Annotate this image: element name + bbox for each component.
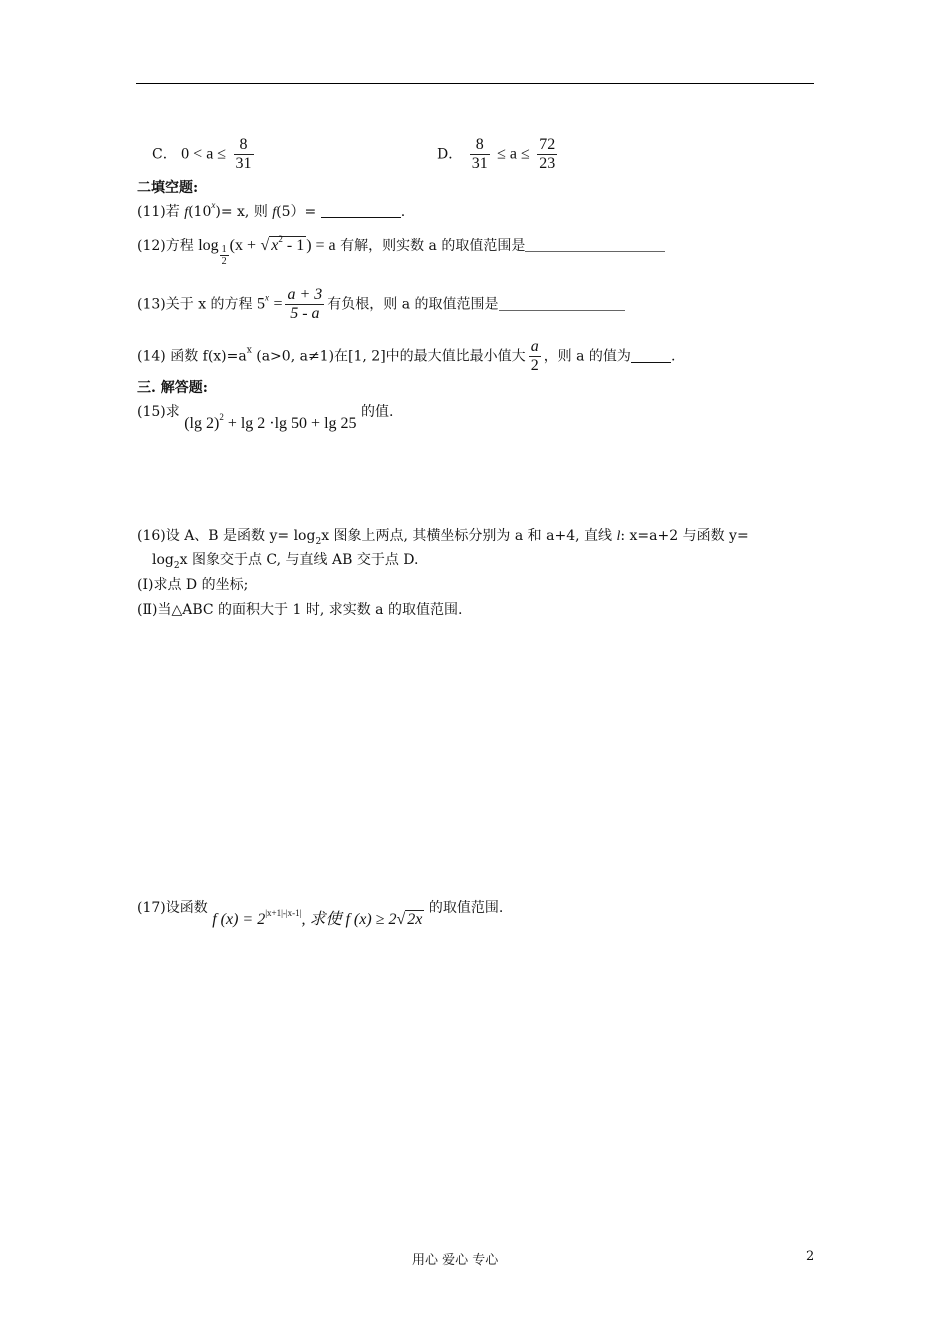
q12-radical (269, 236, 306, 254)
q12-log: log (198, 237, 219, 254)
q13-equals: = (273, 295, 283, 313)
q12-answer-blank[interactable] (525, 251, 665, 252)
question-16-part-1: (Ⅰ)求点 D 的坐标; (137, 577, 249, 593)
q17-exponent: |x+1|-|x-1| (265, 908, 302, 918)
q14-text-2: (a>0, a≠1)在[1, 2]中的最大值比最小值大 (251, 348, 526, 365)
q11-func2: f (272, 205, 277, 220)
question-16-line-2 (152, 550, 418, 570)
option-c (152, 136, 257, 173)
q14-fraction (529, 338, 541, 375)
fraction-denominator: 2 (221, 256, 227, 267)
q16-subscript-1: 2 (315, 537, 322, 547)
q12-radicand-exponent: 2 (278, 234, 283, 244)
option-c-fraction (234, 136, 254, 173)
q12-radicand-tail: - 1 (282, 237, 305, 254)
option-d-fraction-2 (537, 136, 557, 173)
q12-text: 有解，则实数 a 的取值范围是 (340, 238, 526, 254)
q15-suffix: 的值. (360, 404, 394, 420)
q17-function: f (x) = 2 (212, 911, 266, 928)
question-16-part-2: (Ⅱ)当△ABC 的面积大于 1 时, 求实数 a 的取值范围. (137, 602, 463, 618)
q11-arg: (10 (188, 204, 212, 220)
q12-prefix: (12)方程 (137, 238, 194, 254)
option-d-inequality: ≤ a ≤ (497, 145, 530, 163)
q14-text-1: (14) 函数 f(x)=a (137, 348, 247, 365)
page-number: 2 (806, 1249, 815, 1264)
question-11 (137, 202, 405, 223)
question-15 (137, 402, 394, 432)
fraction-denominator: 31 (471, 155, 488, 172)
q14-answer-blank[interactable] (631, 362, 671, 363)
q13-prefix: (13)关于 x 的方程 (137, 296, 253, 313)
q12-expr-2: ) = a (306, 237, 336, 254)
section-3-title: 三. 解答题: (137, 380, 208, 396)
question-14 (137, 338, 675, 375)
question-17 (137, 898, 504, 928)
q16-line-1b: x 图象上两点, 其横坐标分别为 a 和 a+4, 直线 (321, 528, 613, 544)
option-d-label: D． (437, 146, 463, 163)
q15-prefix: (15)求 (137, 404, 180, 420)
q17-condition: , 求使 f (x) ≥ 2 (301, 911, 397, 928)
q13-base: 5 (257, 295, 265, 313)
fraction-numerator: a (530, 338, 539, 355)
fraction-numerator: a + 3 (287, 286, 323, 303)
q11-func: f (184, 205, 189, 220)
q17-prefix: (17)设函数 (137, 900, 208, 916)
q11-end: . (400, 204, 406, 220)
option-d (437, 136, 560, 173)
footer-motto: 用心 爱心 专心 (412, 1253, 499, 1268)
question-12: (12)方程 log $\frac{1}{2}$ (x + √ $x^2 - 1$ ) = a 有解，则实数 a 的取值范围是 (137, 236, 665, 267)
fraction-numerator: 8 (239, 136, 248, 153)
fraction-denominator: 5 - a (285, 304, 324, 323)
q13-fraction (285, 286, 324, 323)
q13-answer-blank[interactable] (499, 310, 625, 311)
q15-expr-a: (lg 2) (184, 415, 220, 432)
q11-arg2: (5）= (276, 204, 317, 220)
q14-end: . (670, 348, 676, 365)
option-d-fraction-1 (470, 136, 490, 173)
q12-radicand: x (271, 237, 279, 254)
q17-radicand: 2x (407, 911, 423, 928)
q14-text-3: ，则 a 的值为 (543, 348, 631, 365)
fraction-numerator: 8 (475, 136, 484, 153)
fraction-numerator: 1 (221, 244, 227, 255)
fraction-denominator: 31 (235, 155, 252, 172)
q15-exponent: 2 (219, 412, 224, 422)
q14-exponent: x (246, 345, 252, 356)
header-rule (136, 83, 814, 84)
q13-exponent: x (265, 292, 269, 303)
q11-exponent: x (211, 200, 216, 210)
fraction-denominator: 2 (530, 357, 539, 374)
q16-subscript-2: 2 (173, 561, 180, 571)
q17-expression: f $(x) = 2^{|x+1|-|x-1|}$, 求使 f (x) ≥ 2√ 2x (212, 908, 423, 928)
question-16-line-1 (137, 526, 749, 547)
q16-line-2b: x 图象交于点 C, 与直线 AB 交于点 D. (179, 552, 419, 568)
q11-after: )= x, 则 (215, 204, 268, 220)
q17-suffix: 的取值范围. (428, 900, 504, 916)
q16-line-1a: (16)设 A、B 是函数 y= log (137, 528, 316, 544)
q16-line-1c: : x=a+2 与函数 y= (620, 528, 749, 544)
q11-prefix: (11)若 (137, 204, 180, 220)
q12-log-base (220, 244, 229, 267)
option-c-lhs: 0 < a ≤ (181, 145, 227, 163)
fraction-denominator: 23 (539, 155, 556, 172)
q12-expr-1: (x + (229, 237, 257, 254)
q16-line-symbol: l (616, 529, 621, 544)
q16-line-2a: log (152, 552, 174, 568)
option-c-label: C． (152, 146, 177, 163)
question-13 (137, 286, 625, 323)
fraction-numerator: 72 (539, 136, 556, 153)
q11-answer-blank[interactable] (321, 217, 401, 218)
q15-expr-b: + lg 2 ·lg 50 + lg 25 (223, 415, 357, 432)
q13-text: 有负根，则 a 的取值范围是 (327, 296, 499, 313)
section-2-title: 二填空题: (137, 180, 199, 196)
q15-expression (184, 412, 357, 432)
